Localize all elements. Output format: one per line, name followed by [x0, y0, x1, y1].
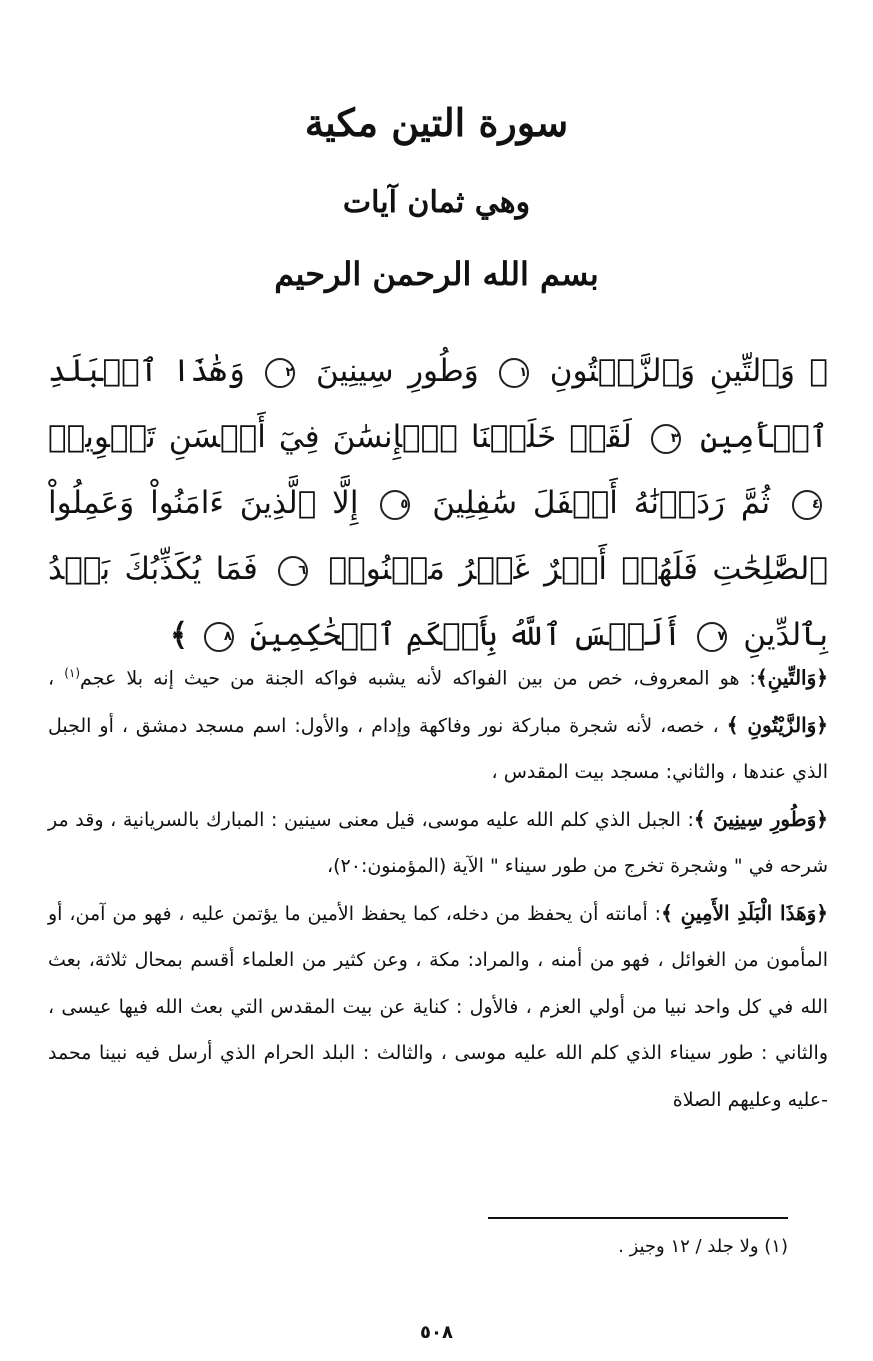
ayah-number-marker: ١: [499, 358, 529, 388]
ayah-number-marker: ٣: [651, 424, 681, 454]
ayah-number-marker: ٢: [265, 358, 295, 388]
ayah-number-marker: ٨: [204, 622, 234, 652]
commentary-paragraph: [48, 890, 828, 1124]
commentary-paragraph: [48, 796, 828, 890]
footnote-reference: (١): [64, 666, 81, 680]
footnote-divider: [488, 1217, 788, 1219]
verse-text: إِلَّا ٱلَّذِينَ ءَامَنُواْ وَعَمِلُواْ ٱلصَّٰلِحَٰتِ فَلَهُمۡ أَجۡرٌ غَيۡرُ مَمۡنُونٖ: [48, 485, 828, 587]
commentary-text: ،: [48, 667, 65, 690]
verse-count-subtitle: وهي ثمان آيات: [342, 185, 531, 220]
quoted-word: ﴿وَالزَّيْتُونِ ﴾: [726, 712, 828, 737]
closing-bracket: ﴾: [169, 617, 188, 653]
commentary-text: : أمانته أن يحفظ من دخله، كما يحفظ الأمين ما يؤتمن عليه ، فهو من آمن، أو المأمون من الغوائل ، فهو من أمنه ، والمراد: مكة ، وعن كثير من العلماء أقسم بمحال ثلاثة، بعث الله في كل واحد نبيا من أولي العزم ، فالأول : كناية عن بيت المقدس التي بعث الله فيها عيسى ، والثاني : طور سيناء الذي كلم الله عليه موسى ، والثالث : البلد الحرام الذي أرسل فيه نبينا محمد -عليه وعليهم الصلاة: [48, 902, 828, 1111]
footnote: (١) ولا جلد / ١٢ وجيز .: [618, 1236, 788, 1257]
verse-text: لَقَدۡ خَلَقۡنَا ٱلۡإِنسَٰنَ فِيٓ أَحۡسَنِ تَقۡوِيمٖ: [48, 419, 632, 455]
page-number: ٥٠٨: [420, 1322, 453, 1343]
verse-text: ثُمَّ رَدَدۡنَٰهُ أَسۡفَلَ سَٰفِلِينَ: [432, 485, 771, 521]
quran-verses-block: [48, 338, 828, 668]
quoted-word: ﴿وَالتِّينِ﴾: [755, 665, 828, 690]
ayah-number-marker: ٥: [380, 490, 410, 520]
ayah-number-marker: ٤: [792, 490, 822, 520]
verse-text: ﴿ وَٱلتِّينِ وَٱلزَّيۡتُونِ: [549, 353, 829, 389]
commentary-text: : الجبل الذي كلم الله عليه موسى، قيل معنى سينين : المبارك بالسريانية ، وقد مر شرحه في " وشجرة تخرج من طور سيناء " الآية (المؤمنون:٢٠)،: [48, 808, 828, 878]
surah-title: سورة التين مكية: [304, 100, 569, 145]
tafsir-commentary: [48, 650, 828, 1123]
verse-text: أَلَيۡسَ ٱللَّهُ بِأَحۡكَمِ ٱلۡحَٰكِمِينَ: [249, 617, 682, 653]
commentary-paragraph: [48, 650, 828, 796]
verse-text: وَطُورِ سِينِينَ: [315, 353, 479, 389]
verse-text: فَمَا يُكَذِّبُكَ بَعۡدُ بِٱلدِّينِ: [48, 551, 828, 653]
ayah-number-marker: ٦: [278, 556, 308, 586]
quoted-word: ﴿وَطُورِ سِينِينَ ﴾: [693, 806, 828, 831]
verse-text: وَهَٰذَا ٱلۡبَلَدِ ٱلۡأَمِينِ: [48, 353, 828, 455]
quoted-word: ﴿وَهَذَا الْبَلَدِ الأَمِينِ ﴾: [661, 900, 829, 925]
commentary-text: ، خصه، لأنه شجرة مباركة نور وفاكهة وإدام ، والأول: اسم مسجد دمشق ، أو الجبل الذي عندها ، والثاني: مسجد بيت المقدس ،: [48, 714, 828, 784]
ayah-number-marker: ٧: [697, 622, 727, 652]
commentary-text: : هو المعروف، خص من بين الفواكه لأنه يشبه فواكه الجنة من حيث إنه بلا عجم: [80, 667, 756, 690]
basmala: بسم الله الرحمن الرحيم: [274, 255, 599, 293]
